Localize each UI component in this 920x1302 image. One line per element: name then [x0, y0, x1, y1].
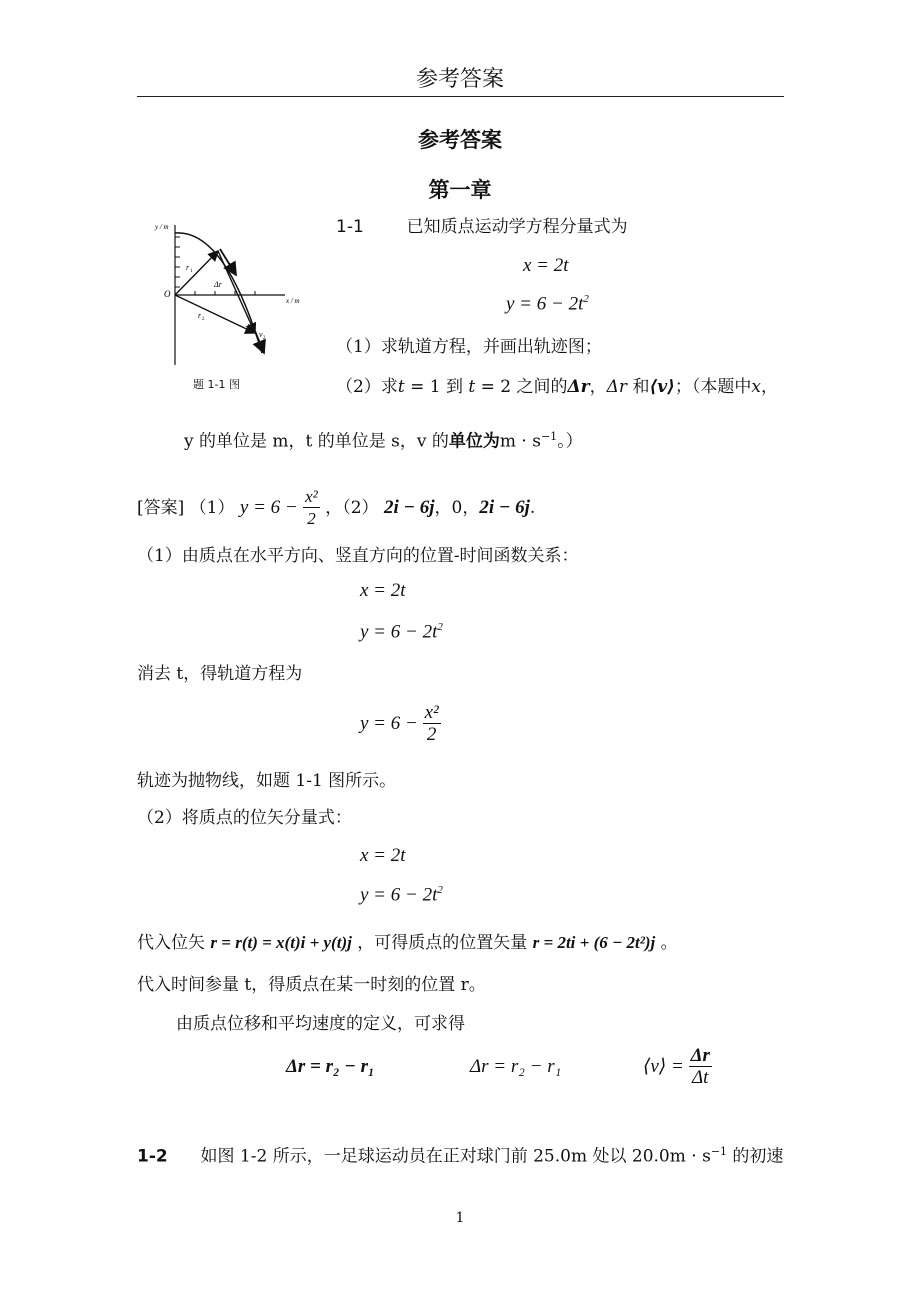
header-divider: [137, 96, 784, 97]
solution-1-eq-y: $y = 6 - 2t^2$: [360, 621, 443, 643]
r2-subscript: 2: [202, 317, 205, 322]
page-number: 1: [455, 1210, 465, 1226]
equation-y: $y = 6 - 2t^2$: [506, 293, 589, 315]
trajectory-figure: [150, 215, 310, 375]
solution-1-parabola: 轨迹为抛物线，如题 1-1 图所示。: [137, 771, 397, 791]
equation-x: x = 2t: [523, 255, 569, 276]
answer-line: [答案] （1） y = 6 − $\frac{\text{x²}}{2}$ ，（2） 2i − 6j，0，2i − 6j.: [137, 487, 536, 528]
r1-label: r: [186, 263, 190, 272]
question-1: （1）求轨道方程，并画出轨迹图；: [336, 337, 602, 357]
solution-2-definition: 由质点位移和平均速度的定义，可求得: [176, 1014, 465, 1034]
delta-r-label: Δr: [214, 280, 222, 289]
final-equation-magnitude: Δr = r₂ − r₁: [470, 1056, 562, 1077]
solution-1-eliminate: 消去 t，得轨道方程为: [137, 664, 303, 684]
final-equation-vector: Δr = r₂ − r₁: [286, 1056, 375, 1077]
units-line: y 的单位是 m，t 的单位是 s，v 的单位为$m \cdot s^{-1}$。）: [184, 430, 583, 452]
answer-label: [答案]: [137, 498, 185, 518]
solution-1-eq-x: x = 2t: [360, 580, 406, 601]
solution-1-intro: （1）由质点在水平方向、竖直方向的位置-时间函数关系：: [137, 546, 579, 566]
y-axis-label: y / m: [155, 223, 169, 231]
v1-label: v: [229, 260, 233, 269]
r2-label: r: [198, 311, 202, 320]
r1-subscript: 1: [190, 269, 193, 274]
problem-1-2: 1-2 如图 1-2 所示，一足球运动员在正对球门前 25.0m 处以 $20.0m \cdot s^{-1}$ 的初速: [137, 1145, 784, 1167]
v2-subscript: 2: [263, 336, 266, 341]
x-axis-label: x / m: [286, 297, 300, 305]
solution-2-intro: （2）将质点的位矢分量式：: [137, 808, 352, 828]
v1-subscript: 1: [233, 266, 236, 271]
trajectory-equation: y = 6 − $\frac{\text{x²}}{2}$: [360, 702, 439, 745]
final-equation-velocity: ⟨v⟩ = $\frac{\Delta r}{\Delta t}$: [643, 1045, 710, 1088]
problem-1-1-heading: [336, 216, 628, 238]
solution-2-eq-y: $y = 6 - 2t^2$: [360, 884, 443, 906]
r1-vector: [175, 251, 218, 295]
page-title: 参考答案: [418, 128, 502, 152]
problem-number: 1-1: [336, 217, 364, 237]
figure-caption: 题 1-1 图: [193, 378, 240, 391]
delta-r-vector: [218, 251, 255, 333]
solution-2-substitute: 代入位矢 r = r(t) = x(t)i + y(t)j ，可得质点的位置矢量 r = 2ti + (6 − 2t²)j 。: [137, 933, 678, 953]
v2-label: v: [259, 330, 263, 339]
origin-label: O: [164, 289, 171, 299]
question-2: （2）求t = 1 到 t = 2 之间的Δr，Δr 和⟨v⟩；（本题中x，: [336, 377, 778, 397]
chapter-title: 第一章: [428, 178, 492, 202]
solution-2-time: 代入时间参量 t，得质点在某一时刻的位置 r。: [137, 975, 486, 995]
running-header-title: 参考答案: [415, 67, 504, 92]
problem-intro: 已知质点运动学方程分量式为: [406, 217, 628, 237]
problem-1-2-number: 1-2: [137, 1146, 168, 1167]
solution-2-eq-x: x = 2t: [360, 845, 406, 866]
